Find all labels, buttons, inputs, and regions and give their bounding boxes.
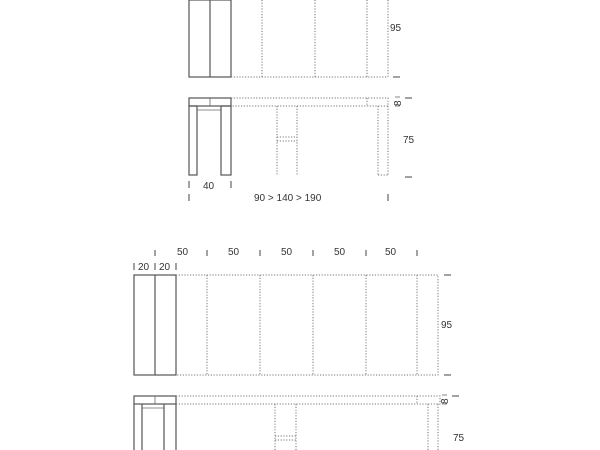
top-depth-label: 40 — [203, 181, 215, 192]
extension-width-label: 50 — [334, 247, 346, 258]
bottom-width-dimensions — [134, 247, 417, 273]
bottom-right-leg — [164, 404, 176, 450]
top-height-label: 95 — [390, 23, 402, 34]
top-table-height-label: 75 — [403, 135, 415, 146]
bottom-left-leg — [134, 404, 142, 450]
top-extension-dotted — [231, 98, 388, 175]
extension-width-label: 50 — [281, 247, 293, 258]
bottom-height-label: 95 — [441, 320, 453, 331]
top-plan-view — [189, 0, 402, 77]
top-right-leg — [221, 106, 231, 175]
top-side-view — [189, 97, 415, 204]
extension-width-label: 50 — [228, 247, 240, 258]
extension-leaves-dotted — [176, 275, 438, 375]
bottom-extension-dotted — [176, 396, 440, 450]
panel-width-label: 20 — [159, 262, 171, 273]
top-extension-label: 90 > 140 > 190 — [254, 193, 322, 204]
bottom-thickness-label: 8 — [440, 398, 451, 404]
top-thickness-label: 8 — [393, 100, 404, 106]
bottom-side-view — [134, 395, 465, 450]
extension-leaves-dotted — [231, 0, 388, 77]
panel-width-label: 20 — [138, 262, 150, 273]
bottom-table-height-label: 75 — [453, 433, 465, 444]
extension-width-label: 50 — [385, 247, 397, 258]
extension-width-label: 50 — [177, 247, 189, 258]
bottom-plan-view — [134, 275, 453, 375]
top-left-leg — [189, 106, 197, 175]
